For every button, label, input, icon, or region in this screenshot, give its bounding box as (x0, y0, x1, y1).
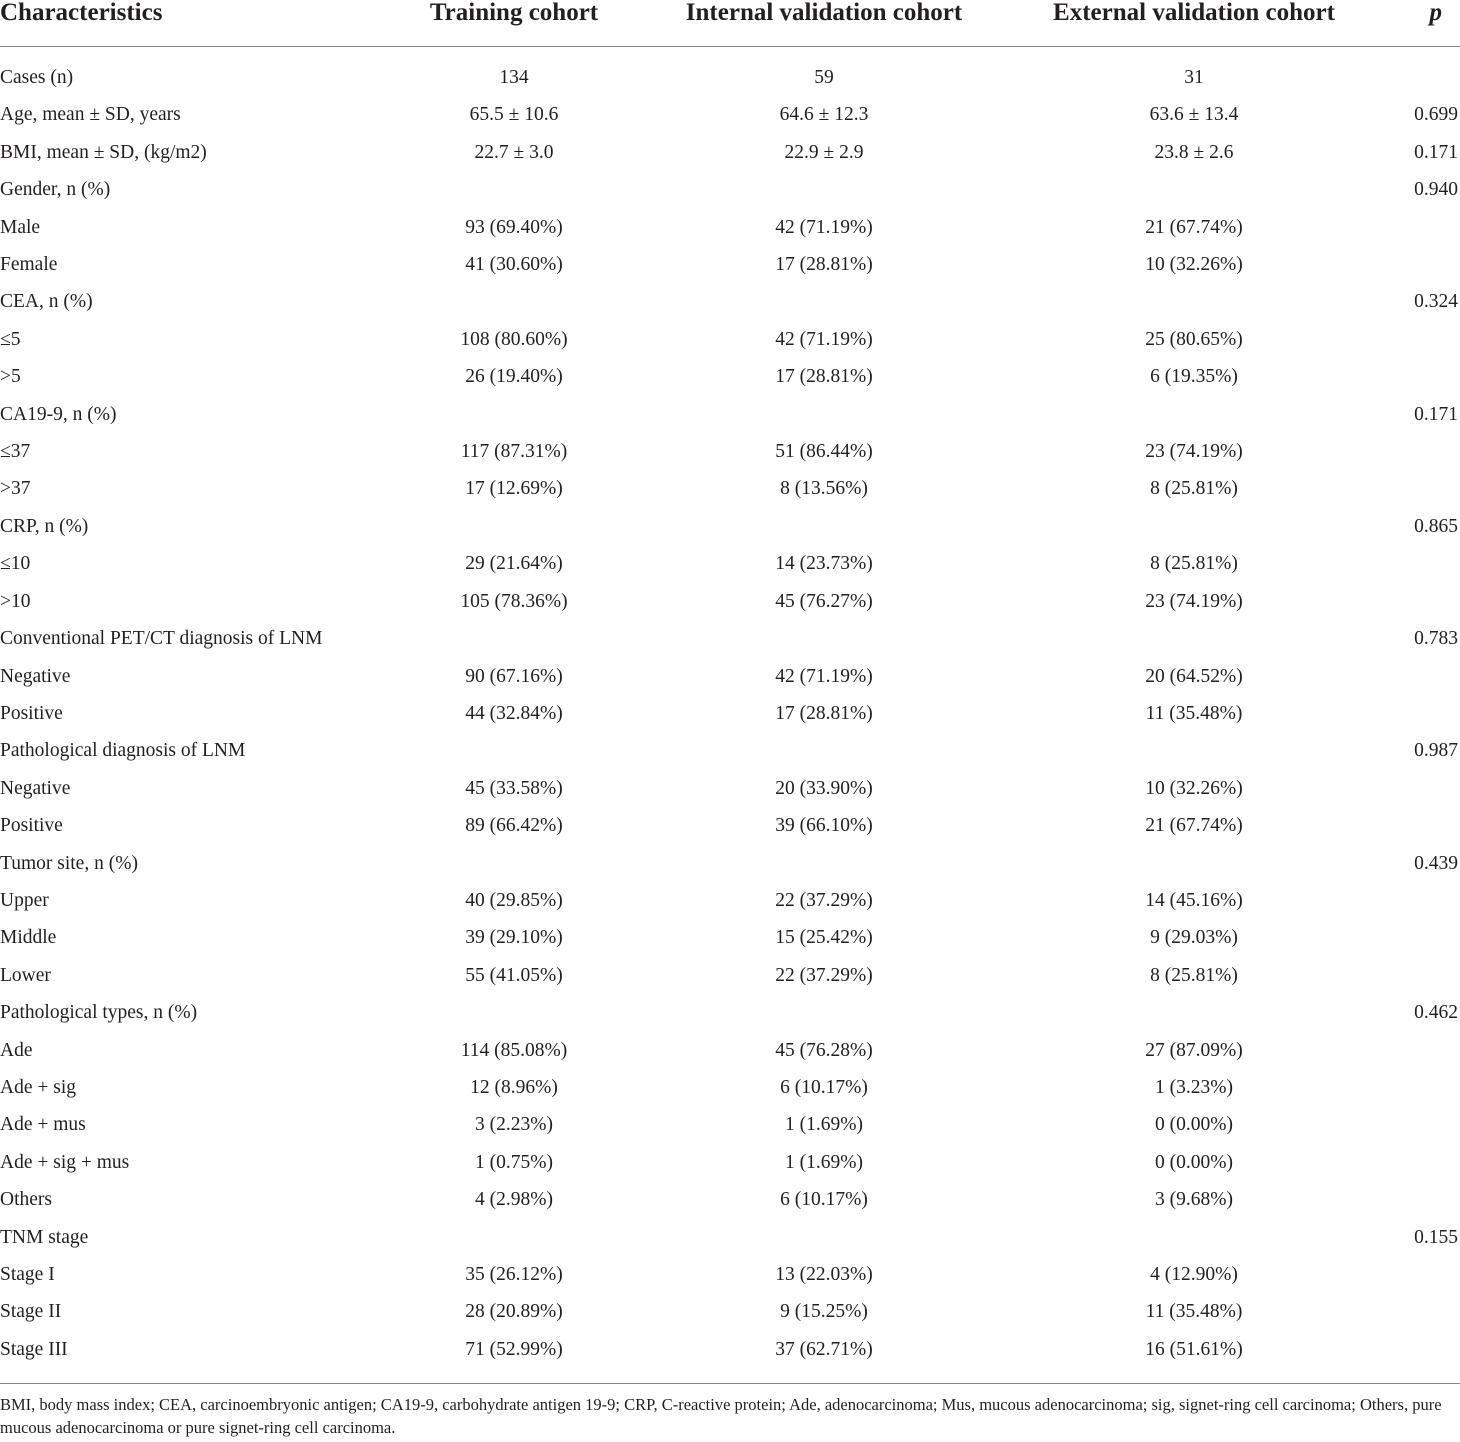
row-label: CEA, n (%) (0, 291, 93, 313)
training-cohort-cell (390, 732, 638, 769)
training-cohort-cell: 114 (85.08%) (460, 1039, 568, 1061)
header-internal-validation-cohort: Internal validation cohort (638, 0, 1010, 47)
external-validation-cell (1010, 171, 1378, 208)
header-characteristics: Characteristics (0, 0, 390, 47)
table-row (0, 1144, 1460, 1181)
external-validation-cell: 25 (80.65%) (1145, 328, 1243, 350)
training-cohort-cell: 35 (26.12%) (465, 1264, 563, 1285)
external-validation-cell (1010, 732, 1378, 769)
internal-validation-cell (638, 396, 1010, 433)
p-value-cell (1378, 1331, 1460, 1368)
header-training-cohort: Training cohort (390, 0, 638, 47)
table-row (0, 845, 1460, 882)
table-row (0, 358, 1460, 395)
training-cohort-cell (390, 1219, 638, 1256)
table-row (0, 695, 1460, 732)
external-validation-cell: 20 (64.52%) (1145, 665, 1243, 687)
training-cohort-cell (390, 171, 638, 208)
p-value-cell: 0.171 (1414, 141, 1458, 163)
internal-validation-cell: 22 (37.29%) (775, 964, 873, 986)
p-value-cell: 0.171 (1414, 403, 1458, 425)
p-value-cell (1378, 957, 1460, 994)
external-validation-cell (1010, 1219, 1378, 1256)
p-value-cell (1378, 770, 1460, 807)
training-cohort-cell: 17 (12.69%) (465, 478, 563, 500)
training-cohort-cell: 117 (87.31%) (460, 441, 568, 463)
internal-validation-cell (638, 620, 1010, 657)
internal-validation-cell (638, 508, 1010, 545)
training-cohort-cell: 89 (66.42%) (465, 815, 563, 837)
row-label: Stage II (0, 1301, 62, 1323)
training-cohort-cell: 65.5 ± 10.6 (469, 104, 559, 126)
external-validation-cell: 8 (25.81%) (1150, 478, 1238, 500)
p-value-cell: 0.783 (1414, 628, 1458, 650)
p-value-cell (1378, 358, 1460, 395)
external-validation-cell: 0 (0.00%) (1155, 1114, 1233, 1136)
external-validation-cell: 0 (0.00%) (1155, 1151, 1233, 1173)
training-cohort-cell: 105 (78.36%) (460, 590, 568, 612)
table-row (0, 1181, 1460, 1218)
p-value-cell (1378, 658, 1460, 695)
training-cohort-cell: 45 (33.58%) (465, 777, 563, 799)
table-row (0, 957, 1460, 994)
row-label: Female (0, 254, 58, 276)
internal-validation-cell: 8 (13.56%) (780, 478, 868, 500)
table-row (0, 919, 1460, 956)
internal-validation-cell: 6 (10.17%) (780, 1189, 868, 1211)
table-row (0, 1256, 1460, 1293)
internal-validation-cell (638, 994, 1010, 1031)
training-cohort-cell: 93 (69.40%) (465, 216, 563, 238)
training-cohort-cell: 41 (30.60%) (465, 254, 563, 276)
training-cohort-cell: 26 (19.40%) (465, 366, 563, 388)
table-row (0, 171, 1460, 208)
training-cohort-cell: 1 (0.75%) (475, 1151, 553, 1173)
external-validation-cell: 27 (87.09%) (1145, 1039, 1243, 1061)
table-row (0, 770, 1460, 807)
external-validation-cell: 4 (12.90%) (1150, 1264, 1238, 1285)
table-row (0, 433, 1460, 470)
p-value-cell (1378, 209, 1460, 246)
internal-validation-cell: 51 (86.44%) (775, 441, 873, 463)
training-cohort-cell: 12 (8.96%) (470, 1076, 558, 1098)
external-validation-cell: 31 (1184, 67, 1204, 88)
training-cohort-cell: 3 (2.23%) (475, 1114, 553, 1136)
table-row (0, 1293, 1460, 1330)
external-validation-cell (1010, 845, 1378, 882)
internal-validation-cell: 37 (62.71%) (775, 1338, 873, 1360)
table-row (0, 583, 1460, 620)
training-cohort-cell: 4 (2.98%) (475, 1189, 553, 1211)
internal-validation-cell: 42 (71.19%) (775, 665, 873, 687)
table-row (0, 1069, 1460, 1106)
training-cohort-cell: 108 (80.60%) (460, 328, 568, 350)
row-label: Positive (0, 702, 63, 724)
p-value-cell: 0.439 (1414, 852, 1458, 874)
internal-validation-cell: 15 (25.42%) (775, 927, 873, 949)
table-row (0, 470, 1460, 507)
internal-validation-cell: 42 (71.19%) (775, 216, 873, 238)
table-row (0, 209, 1460, 246)
external-validation-cell: 23 (74.19%) (1145, 441, 1243, 463)
table-row (0, 807, 1460, 844)
row-label: >10 (0, 590, 31, 612)
p-value-cell: 0.987 (1414, 740, 1458, 762)
table-row (0, 47, 1460, 97)
p-value-cell: 0.865 (1414, 515, 1458, 537)
internal-validation-cell: 39 (66.10%) (775, 815, 873, 837)
external-validation-cell: 11 (35.48%) (1145, 702, 1243, 724)
row-label: >5 (0, 366, 21, 388)
internal-validation-cell: 17 (28.81%) (775, 366, 873, 388)
external-validation-cell: 8 (25.81%) (1150, 964, 1238, 986)
internal-validation-cell: 45 (76.27%) (775, 590, 873, 612)
external-validation-cell: 63.6 ± 13.4 (1149, 104, 1239, 126)
table-bottom-rule (0, 1383, 1460, 1384)
row-label: Stage I (0, 1264, 55, 1285)
internal-validation-cell: 1 (1.69%) (785, 1151, 863, 1173)
row-label: Cases (n) (0, 67, 74, 88)
row-label: Pathological types, n (%) (0, 1002, 198, 1024)
internal-validation-cell (638, 1219, 1010, 1256)
training-cohort-cell: 22.7 ± 3.0 (474, 141, 554, 163)
row-label: CA19-9, n (%) (0, 403, 117, 425)
table-row (0, 246, 1460, 283)
table-row (0, 994, 1460, 1031)
internal-validation-cell: 9 (15.25%) (780, 1301, 868, 1323)
row-label: TNM stage (0, 1226, 89, 1248)
training-cohort-cell: 90 (67.16%) (465, 665, 563, 687)
p-value-cell: 0.155 (1414, 1226, 1458, 1248)
row-label: CRP, n (%) (0, 515, 89, 537)
internal-validation-cell (638, 845, 1010, 882)
row-label: Ade + sig + mus (0, 1151, 130, 1173)
table-row (0, 658, 1460, 695)
external-validation-cell (1010, 620, 1378, 657)
training-cohort-cell: 44 (32.84%) (465, 702, 563, 724)
p-value-cell (1378, 433, 1460, 470)
row-label: ≤10 (0, 553, 31, 575)
external-validation-cell: 10 (32.26%) (1145, 254, 1243, 276)
external-validation-cell (1010, 994, 1378, 1031)
row-label: Stage III (0, 1338, 68, 1360)
training-cohort-cell: 40 (29.85%) (465, 889, 563, 911)
header-external-validation-cohort: External validation cohort (1010, 0, 1378, 47)
table-row (0, 882, 1460, 919)
training-cohort-cell (390, 845, 638, 882)
header-p-value: p (1378, 0, 1460, 47)
training-cohort-cell (390, 994, 638, 1031)
external-validation-cell: 21 (67.74%) (1145, 815, 1243, 837)
table-row (0, 732, 1460, 769)
external-validation-cell: 3 (9.68%) (1155, 1189, 1233, 1211)
p-value-cell: 0.462 (1414, 1002, 1458, 1024)
table-header (0, 0, 1460, 47)
row-label: Lower (0, 964, 51, 986)
external-validation-cell (1010, 283, 1378, 320)
internal-validation-cell (638, 171, 1010, 208)
p-value-cell: 0.940 (1414, 179, 1458, 201)
table-row (0, 321, 1460, 358)
internal-validation-cell: 20 (33.90%) (775, 777, 873, 799)
p-value-cell (1378, 321, 1460, 358)
p-value-cell (1378, 246, 1460, 283)
row-label: >37 (0, 478, 31, 500)
table-row (0, 508, 1460, 545)
row-label: Ade + sig (0, 1076, 76, 1098)
training-cohort-cell (390, 396, 638, 433)
external-validation-cell: 21 (67.74%) (1145, 216, 1243, 238)
training-cohort-cell (390, 508, 638, 545)
external-validation-cell: 1 (3.23%) (1155, 1076, 1233, 1098)
training-cohort-cell: 134 (499, 67, 529, 88)
external-validation-cell: 23.8 ± 2.6 (1154, 141, 1234, 163)
training-cohort-cell: 55 (41.05%) (465, 964, 563, 986)
row-label: Others (0, 1189, 52, 1211)
training-cohort-cell: 28 (20.89%) (465, 1301, 563, 1323)
internal-validation-cell: 6 (10.17%) (780, 1076, 868, 1098)
external-validation-cell: 14 (45.16%) (1145, 889, 1243, 911)
row-label: Negative (0, 665, 71, 687)
external-validation-cell (1010, 396, 1378, 433)
external-validation-cell: 8 (25.81%) (1150, 553, 1238, 575)
p-value-cell (1378, 1069, 1460, 1106)
row-label: Age, mean ± SD, years (0, 104, 181, 126)
external-validation-cell: 9 (29.03%) (1150, 927, 1238, 949)
table-row (0, 283, 1460, 320)
p-value-cell (1378, 545, 1460, 582)
p-value-cell (1378, 1256, 1460, 1293)
internal-validation-cell: 59 (814, 67, 834, 88)
row-label: Tumor site, n (%) (0, 852, 138, 874)
external-validation-cell (1010, 508, 1378, 545)
row-label: Male (0, 216, 41, 238)
p-value-cell (1378, 807, 1460, 844)
external-validation-cell: 11 (35.48%) (1145, 1301, 1243, 1323)
internal-validation-cell: 17 (28.81%) (775, 254, 873, 276)
external-validation-cell: 6 (19.35%) (1150, 366, 1238, 388)
table-row (0, 396, 1460, 433)
p-value-cell (1378, 882, 1460, 919)
row-label: Positive (0, 815, 63, 837)
p-value-cell (1378, 919, 1460, 956)
p-value-cell (1378, 1293, 1460, 1330)
table-row (0, 620, 1460, 657)
table-row (0, 1219, 1460, 1256)
row-label: Negative (0, 777, 71, 799)
training-cohort-cell: 39 (29.10%) (465, 927, 563, 949)
training-cohort-cell: 29 (21.64%) (465, 553, 563, 575)
row-label: Gender, n (%) (0, 179, 111, 201)
internal-validation-cell: 14 (23.73%) (775, 553, 873, 575)
p-value-cell (1378, 1181, 1460, 1218)
row-label: BMI, mean ± SD, (kg/m2) (0, 141, 207, 163)
table-footnote: BMI, body mass index; CEA, carcinoembryonic antigen; CA19-9, carbohydrate antigen 19-9; CRP, C-reactive protein; Ade, adenocarcinoma; Mus, mucous adenocarcinoma; sig, signet-ring cell carcinoma; Others, pure mucous adenocarcinoma or pure signet-ring cell carcinoma. (0, 1395, 1442, 1437)
row-label: Middle (0, 927, 57, 949)
p-value-cell (1378, 1032, 1460, 1069)
row-label: Ade (0, 1039, 33, 1061)
p-value-cell (1378, 47, 1460, 97)
external-validation-cell: 16 (51.61%) (1145, 1338, 1243, 1360)
table-row (0, 1106, 1460, 1143)
training-cohort-cell (390, 620, 638, 657)
p-value-cell: 0.324 (1414, 291, 1458, 313)
table-row (0, 96, 1460, 133)
internal-validation-cell: 45 (76.28%) (775, 1039, 873, 1061)
training-cohort-cell: 71 (52.99%) (465, 1338, 563, 1360)
table-row (0, 134, 1460, 171)
row-label: Ade + mus (0, 1114, 86, 1136)
internal-validation-cell: 64.6 ± 12.3 (779, 104, 869, 126)
row-label: Conventional PET/CT diagnosis of LNM (0, 628, 323, 650)
row-label: ≤37 (0, 441, 31, 463)
table-row (0, 1331, 1460, 1368)
table-body (0, 47, 1460, 1369)
training-cohort-cell (390, 283, 638, 320)
p-value-cell (1378, 695, 1460, 732)
internal-validation-cell: 22 (37.29%) (775, 889, 873, 911)
header-row (0, 0, 1460, 47)
internal-validation-cell (638, 732, 1010, 769)
internal-validation-cell: 22.9 ± 2.9 (784, 141, 864, 163)
table-row (0, 545, 1460, 582)
row-label: Pathological diagnosis of LNM (0, 740, 246, 762)
internal-validation-cell: 17 (28.81%) (775, 702, 873, 724)
p-value-cell (1378, 1144, 1460, 1181)
table-row (0, 1032, 1460, 1069)
internal-validation-cell (638, 283, 1010, 320)
row-label: ≤5 (0, 328, 21, 350)
internal-validation-cell: 13 (22.03%) (775, 1264, 873, 1285)
row-label: Upper (0, 889, 49, 911)
p-value-cell (1378, 583, 1460, 620)
internal-validation-cell: 1 (1.69%) (785, 1114, 863, 1136)
p-value-cell: 0.699 (1414, 104, 1458, 126)
external-validation-cell: 10 (32.26%) (1145, 777, 1243, 799)
p-value-cell (1378, 470, 1460, 507)
internal-validation-cell: 42 (71.19%) (775, 328, 873, 350)
external-validation-cell: 23 (74.19%) (1145, 590, 1243, 612)
p-value-cell (1378, 1106, 1460, 1143)
